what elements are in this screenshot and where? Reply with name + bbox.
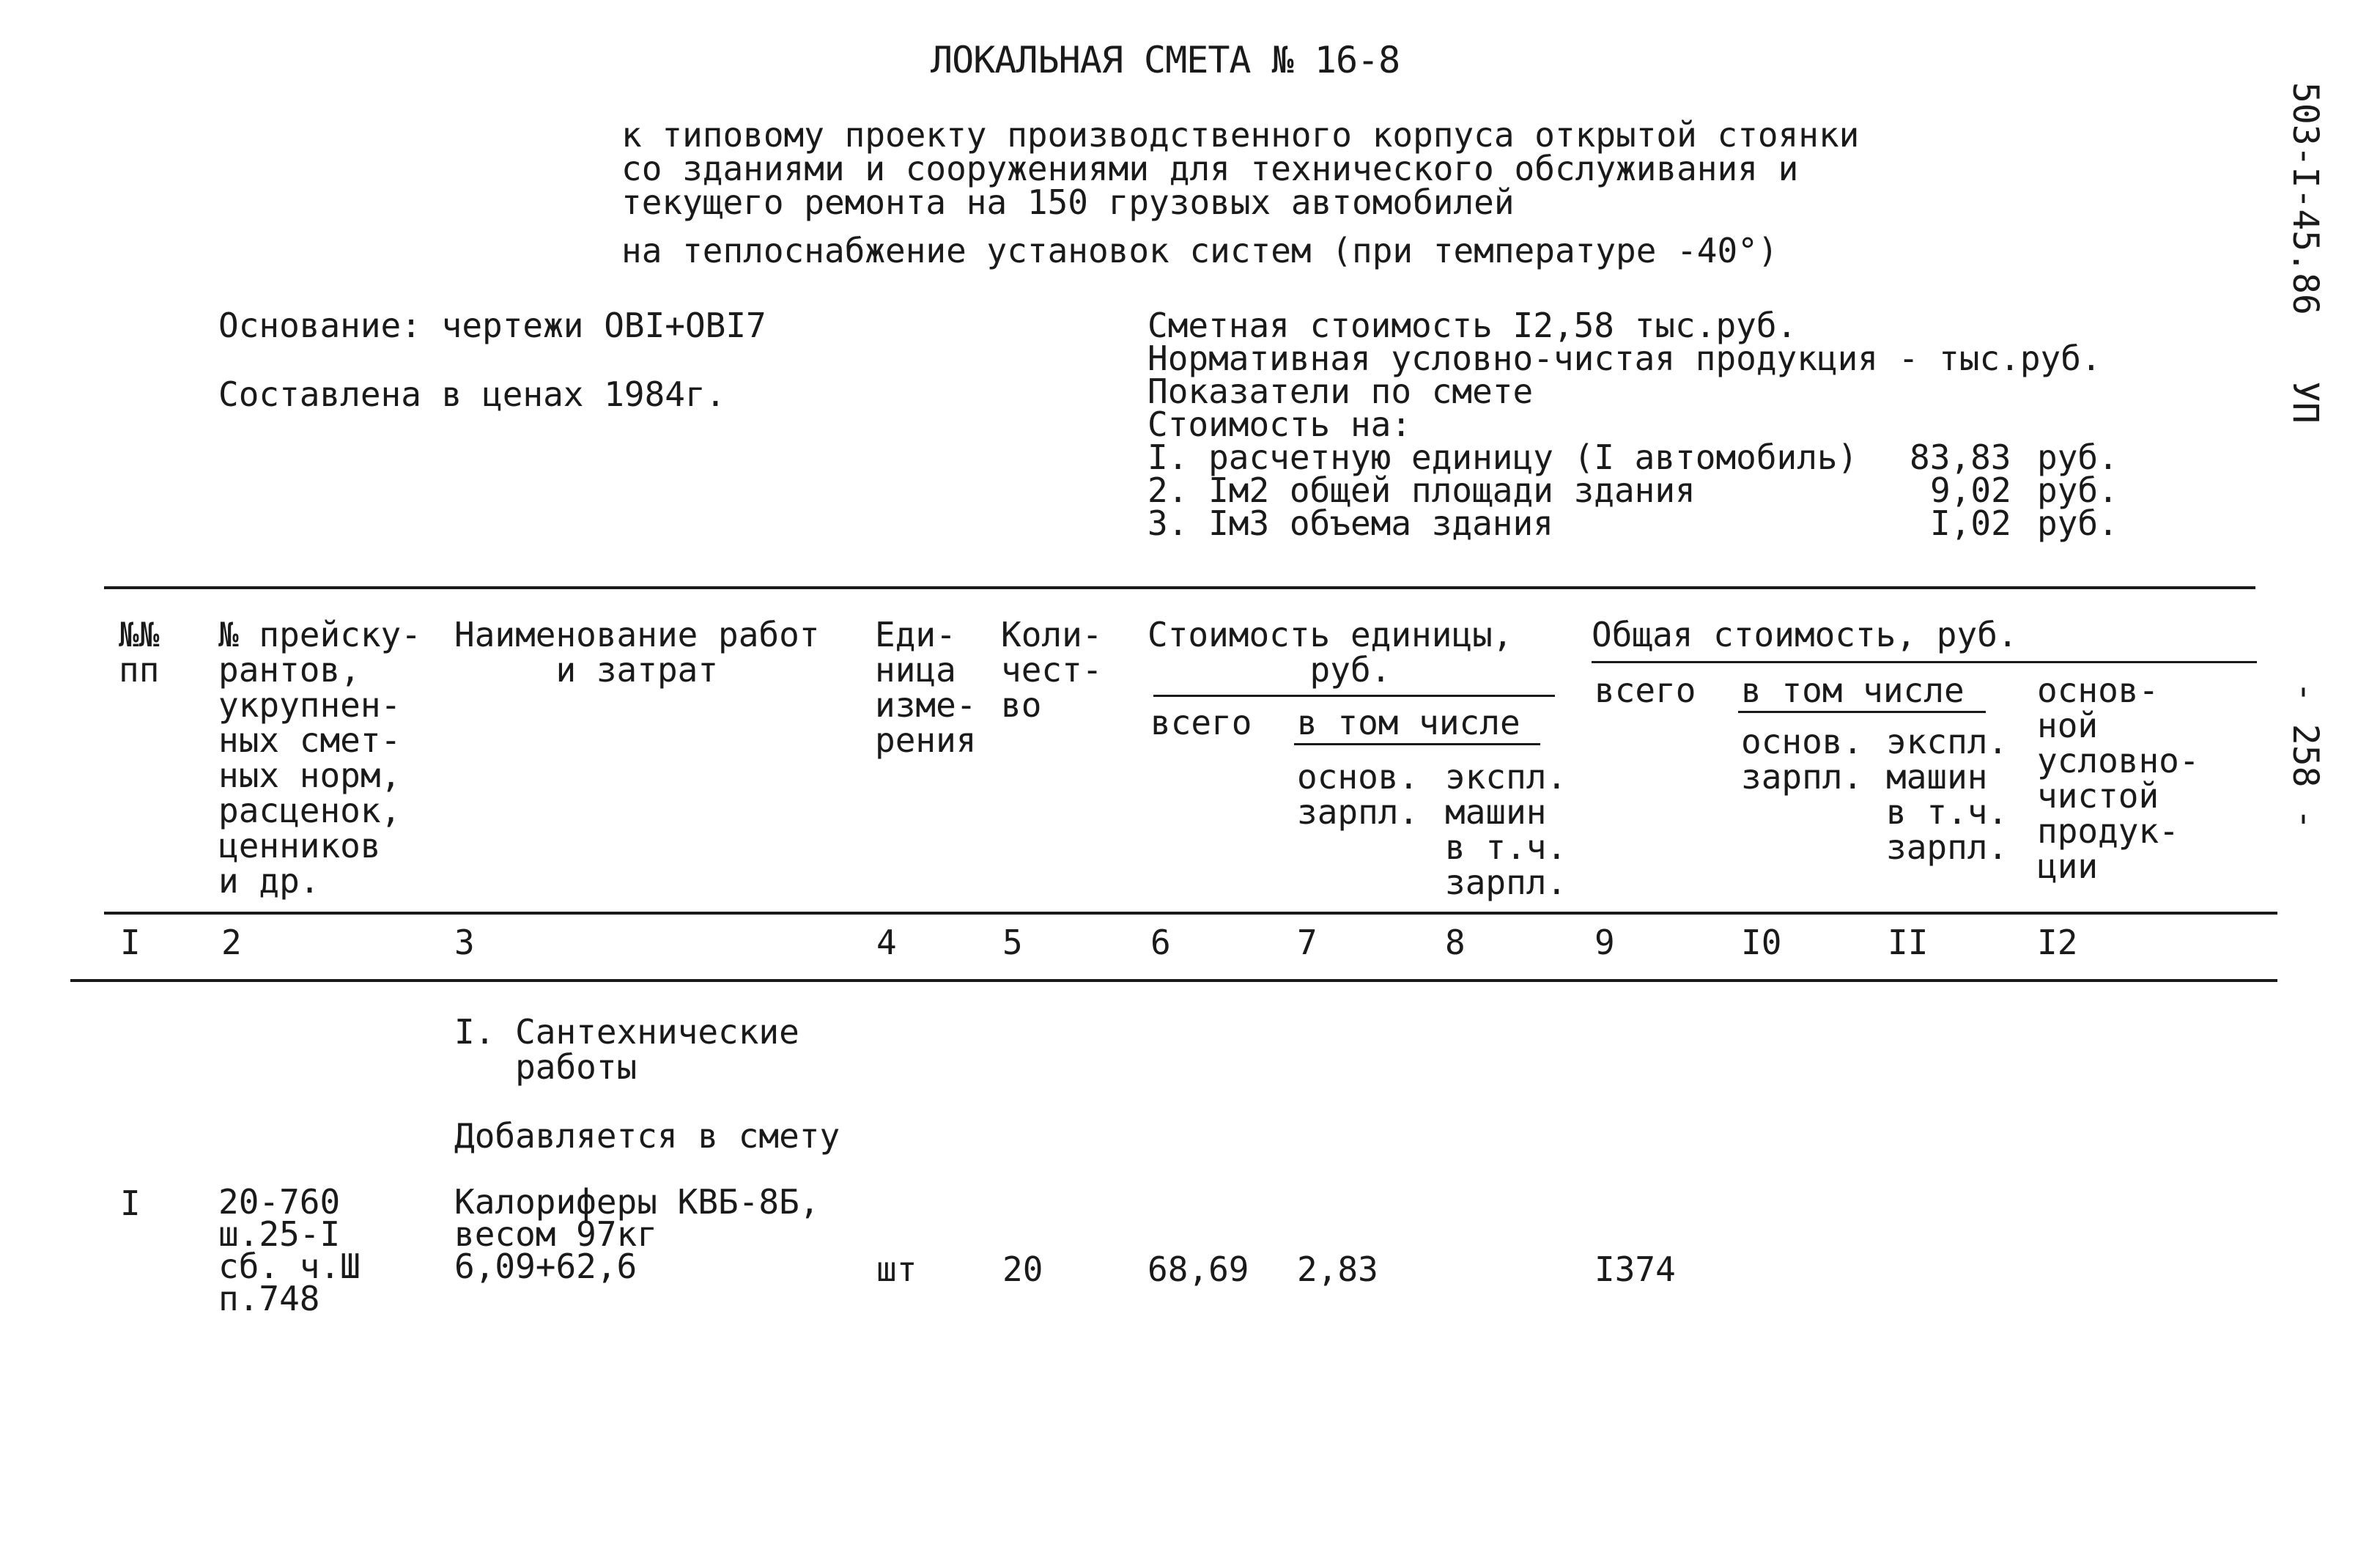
subtitle-line-1: к типовому проекту производственного корпуса открытой стоянки [621,115,1860,155]
indicator-value-2: 9,02 [1930,470,2011,510]
header-total-incl: в том числе [1741,671,1965,710]
header-unit-wage: основ. зарпл. [1297,757,1419,832]
indicator-value-3: I,02 [1930,503,2011,543]
section-title: I. Сантехнические работы [454,1012,799,1087]
header-quantity: Коли- чест- во [1001,615,1103,725]
row-1-total-all: I374 [1594,1249,1676,1289]
col-number-12: I2 [2037,923,2078,962]
col-number-2: 2 [221,923,242,962]
header-unit: Еди- ница изме- рения [875,615,977,760]
header-pricelist-ref: № прейску- рантов, укрупнен- ных смет- ных норм, расценок, ценников и др. [218,615,421,901]
header-unit-total: всего [1150,703,1252,742]
header-unit-incl: в том числе [1297,703,1520,742]
row-1-quantity: 20 [1002,1249,1043,1289]
row-1-number: I [120,1184,141,1223]
col-number-6: 6 [1150,923,1171,962]
subtitle-line-3: текущего ремонта на 150 грузовых автомобилей [621,182,1515,222]
col-number-9: 9 [1594,923,1615,962]
total-incl-underline [1738,711,1986,713]
unit-cost-underline [1153,695,1555,697]
page-number: - 258 - [2285,682,2326,830]
header-total-net-product: основ- ной условно- чистой продук- ции [2037,671,2200,886]
indicator-unit-1: руб. [2037,438,2118,477]
col-number-8: 8 [1445,923,1466,962]
total-cost-underline [1592,661,2257,663]
header-row-number: №№ пп [119,615,160,690]
header-total-wage: основ. зарпл. [1741,722,1863,797]
header-unit-machines: экспл. машин в т.ч. зарпл. [1445,757,1567,902]
header-unit-cost: Стоимость единицы, руб. [1148,615,1513,690]
row-1-unit: шт [876,1249,917,1289]
indicator-unit-2: руб. [2037,470,2118,510]
row-1-ref: 20-760 ш.25-I сб. ч.Ш п.748 [218,1182,361,1318]
basis-text: Основание: чертежи OBI+OBI7 [218,306,766,345]
subtitle-line-2: со зданиями и сооружениями для технического обслуживания и [621,149,1799,188]
indicator-label-3: 3. Iм3 объема здания [1148,503,1553,543]
indicator-label-2: 2. Iм2 общей площади здания [1148,470,1696,510]
indicator-value-1: 83,83 [1910,438,2011,477]
cost-per-heading: Стоимость на: [1148,405,1412,444]
document-title: ЛОКАЛЬНАЯ СМЕТА № 16-8 [931,39,1400,81]
indicator-label-1: I. расчетную единицу (I автомобиль) [1148,438,1858,477]
row-1-unit-total: 68,69 [1148,1249,1249,1289]
indicator-unit-3: руб. [2037,503,2118,543]
col-number-7: 7 [1297,923,1318,962]
header-total-machines: экспл. машин в т.ч. зарпл. [1886,722,2008,867]
col-number-3: 3 [454,923,475,962]
doc-code: 503-I-45.86 [2285,82,2326,315]
added-note: Добавляется в смету [454,1116,840,1156]
col-number-11: II [1888,923,1929,962]
table-top-rule [104,586,2255,589]
normative-product: Нормативная условно-чистая продукция - тыс.руб. [1148,339,2102,378]
header-bottom-rule [104,912,2277,915]
col-number-4: 4 [876,923,897,962]
prices-text: Составлена в ценах 1984г. [218,374,726,414]
col-number-5: 5 [1002,923,1023,962]
header-total-all: всего [1594,671,1696,710]
estimated-cost: Сметная стоимость I2,58 тыс.руб. [1148,306,1797,345]
indicators-heading: Показатели по смете [1148,372,1534,411]
row-1-name: Калориферы КВБ-8Б, весом 97кг 6,09+62,6 [454,1182,820,1286]
unit-incl-underline [1294,743,1540,745]
album-number: УП [2285,381,2326,424]
row-1-unit-wage: 2,83 [1297,1249,1378,1289]
col-numbers-bottom-rule [70,979,2277,982]
header-work-name: Наименование работ и затрат [454,615,820,690]
col-number-10: I0 [1741,923,1782,962]
purpose-line: на теплоснабжение установок систем (при температуре -40°) [621,231,1778,270]
col-number-1: I [120,923,141,962]
header-total-cost: Общая стоимость, руб. [1592,615,2018,654]
